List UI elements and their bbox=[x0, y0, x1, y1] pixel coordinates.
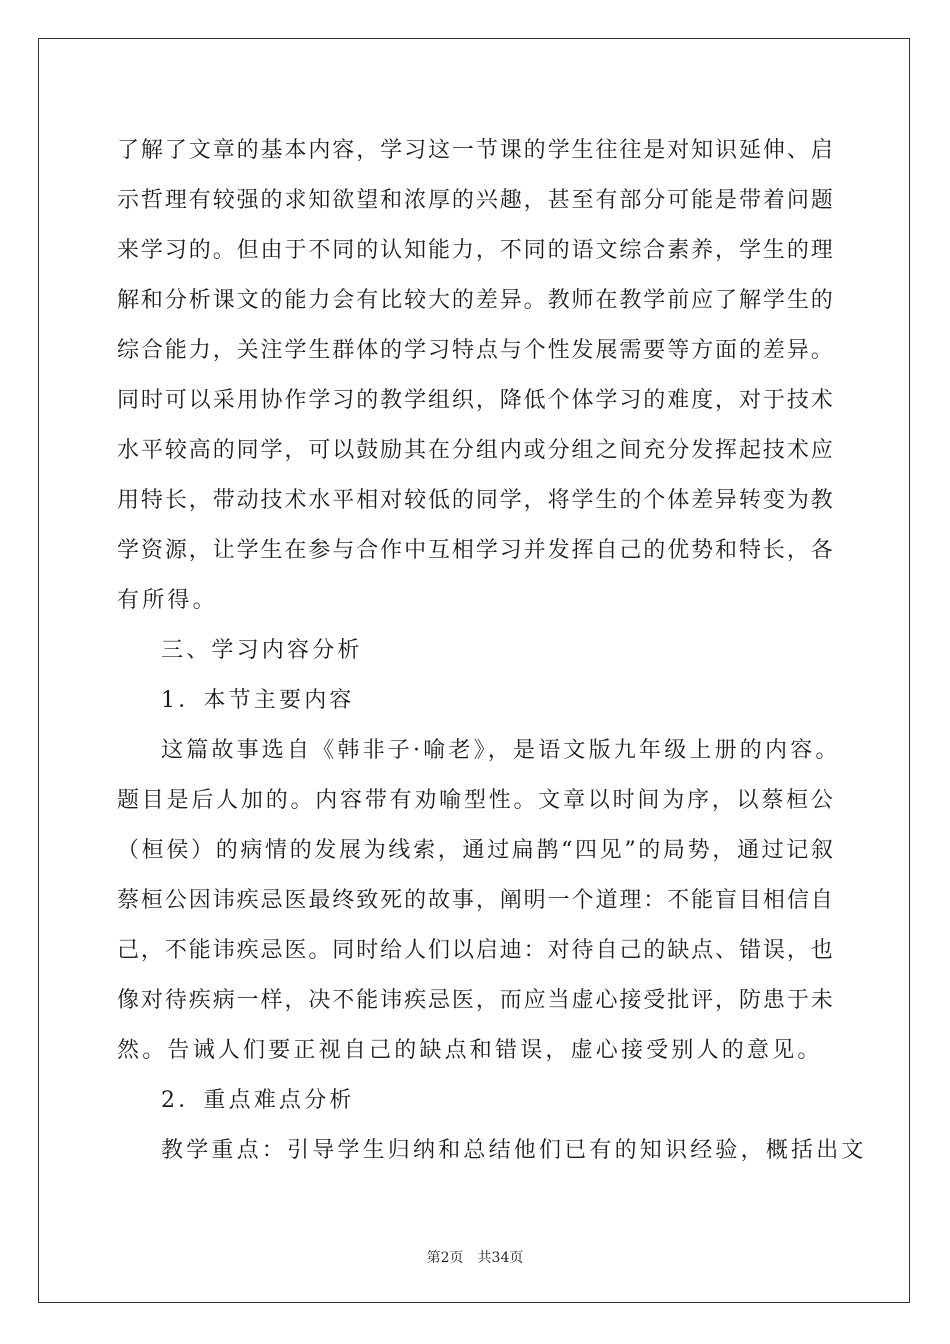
text-line: （ 桓 侯 ） 的 病 情 的 发 展 为 线 索 ， 通 过 扁 鹊 “ 四 见 ” 的 局 势 ， 通 过 记 叙 bbox=[117, 838, 833, 863]
text-line: 有所得。 bbox=[117, 588, 218, 613]
text-line: 水 平 较 高 的 同 学 ， 可 以 鼓 励 其 在 分 组 内 或 分 组 之 间 充 分 发 挥 起 技 术 应 bbox=[117, 438, 833, 463]
text-line: 来 学 习 的 。 但 由 于 不 同 的 认 知 能 力 ， 不 同 的 语 文 综 合 素 养 ， 学 生 的 理 bbox=[117, 238, 833, 263]
body-text bbox=[117, 126, 867, 1176]
text-line: 教学重点：引导学生归纳和总结他们已有的知识经验，概括出文 bbox=[161, 1138, 867, 1163]
text-line: 同 时 可 以 采 用 协 作 学 习 的 教 学 组 织 ， 降 低 个 体 学 习 的 难 度 ， 对 于 技 术 bbox=[117, 388, 833, 413]
text-line: 学 资 源 ， 让 学 生 在 参 与 合 作 中 互 相 学 习 并 发 挥 自 己 的 优 势 和 特 长 ， 各 bbox=[117, 538, 833, 563]
text-line: 三、学习内容分析 bbox=[161, 638, 363, 663]
text-line: 然。告诫人们要正视自己的缺点和错误，虚心接受别人的意见。 bbox=[117, 1038, 823, 1063]
text-line: 蔡 桓 公 因 讳 疾 忌 医 最 终 致 死 的 故 事 ， 阐 明 一 个 道 理 ： 不 能 盲 目 相 信 自 bbox=[117, 888, 833, 913]
text-line: 题 目 是 后 人 加 的 。 内 容 带 有 劝 喻 型 性 。 文 章 以 时 间 为 序 ， 以 蔡 桓 公 bbox=[117, 788, 833, 813]
page-footer: 第2页 共34页 bbox=[426, 1250, 524, 1266]
text-line: 了 解 了 文 章 的 基 本 内 容 ， 学 习 这 一 节 课 的 学 生 往 往 是 对 知 识 延 伸 、 启 bbox=[117, 138, 833, 163]
text-line: 这篇故事选自《韩非子·喻老》，是语文版九年级上册的内容。 bbox=[161, 738, 841, 763]
text-line: 用 特 长 ， 带 动 技 术 水 平 相 对 较 低 的 同 学 ， 将 学 生 的 个 体 差 异 转 变 为 教 bbox=[117, 488, 833, 513]
text-line: 综 合 能 力 ， 关 注 学 生 群 体 的 学 习 特 点 与 个 性 发 展 需 要 等 方 面 的 差 异 。 bbox=[117, 338, 833, 363]
text-line: 1．本节主要内容 bbox=[161, 688, 355, 713]
text-line: 己 ， 不 能 讳 疾 忌 医 。 同 时 给 人 们 以 启 迪 ： 对 待 自 己 的 缺 点 、 错 误 ， 也 bbox=[117, 938, 833, 963]
text-line: 解 和 分 析 课 文 的 能 力 会 有 比 较 大 的 差 异 。 教 师 在 教 学 前 应 了 解 学 生 的 bbox=[117, 288, 833, 313]
text-line: 示 哲 理 有 较 强 的 求 知 欲 望 和 浓 厚 的 兴 趣 ， 甚 至 有 部 分 可 能 是 带 着 问 题 bbox=[117, 188, 833, 213]
text-line: 像 对 待 疾 病 一 样 ， 决 不 能 讳 疾 忌 医 ， 而 应 当 虚 心 接 受 批 评 ， 防 患 于 未 bbox=[117, 988, 833, 1013]
text-line: 2．重点难点分析 bbox=[161, 1088, 355, 1113]
